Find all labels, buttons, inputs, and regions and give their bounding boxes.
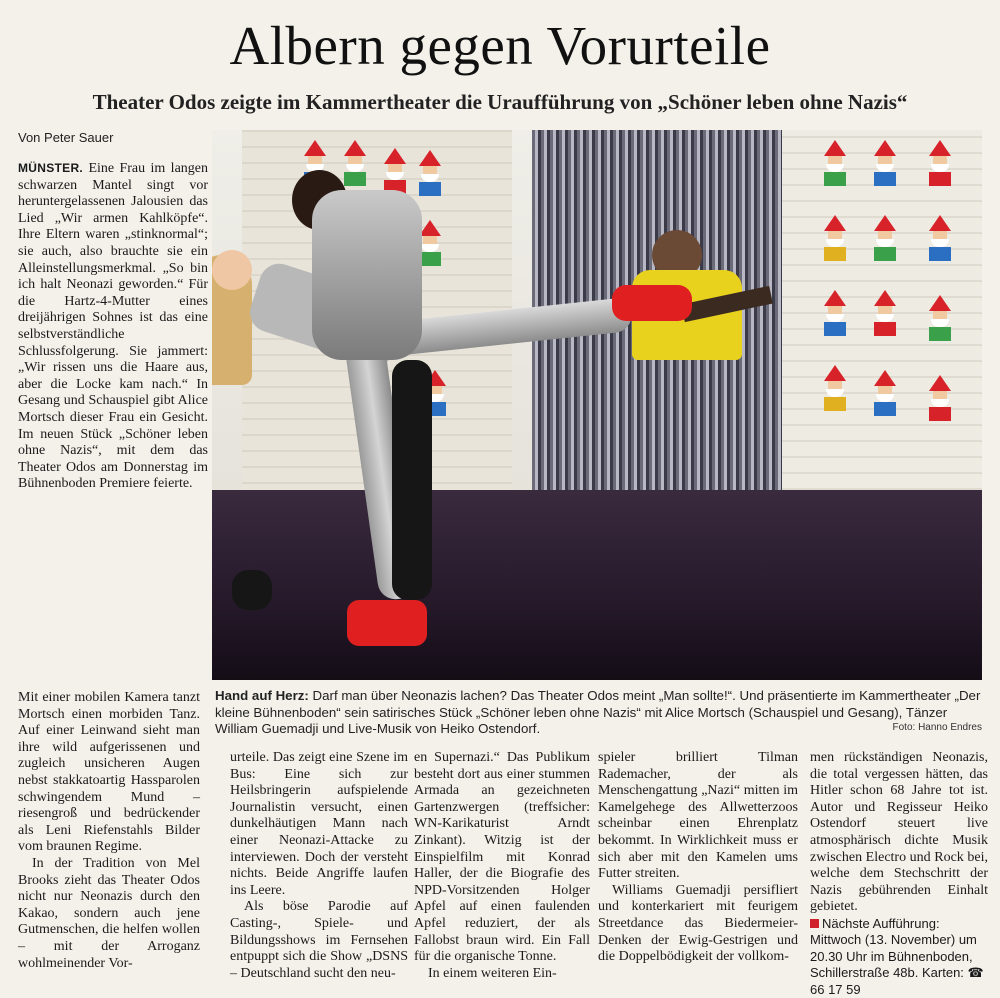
gnome-drawing (822, 215, 848, 261)
headline: Albern gegen Vorurteile (229, 15, 771, 76)
narrow-text: Eine Frau im langen schwarzen Mantel singt vor heruntergelassenen Jalousien das Lied „Wir armen Kahlköpfe“. Ihre Eltern waren „stinknormal“; sie auch, also brauchte sie ein Alleinstellungsmerkmal. „So bin ich halt Neonazi geworden.“ Für die Hartz-4-Mutter eines dreijährigen Sohnes ist das eine selbstverständliche Schlussfolgerung. Sie jammert: „Wir rissen uns die Haare aus, aber die Locke kam nach.“ In Gesang und Schauspiel gibt Alice Mortsch dieser Frau ein Gesicht. Im neuen Stück „Schöner leben ohne Nazis“, mit dem das Theater Odos am Donnerstag im Bühnenboden Premiere feierte. (18, 161, 208, 492)
gnome-drawing (382, 148, 408, 194)
subhead: Theater Odos zeigte im Kammertheater die Uraufführung von „Schöner leben ohne Nazis“ (92, 90, 908, 114)
paragraph: In der Tradition von Mel Brooks zieht das Theater Odos nicht nur Neonazis durch den Kakao, sondern auch jene Gutmenschen, die helfen wollen – mit der Arroganz wohlmeinender Vor- (18, 855, 200, 971)
gnome-drawing (872, 140, 898, 186)
paragraph: Williams Guemadji persifliert und konterkariert mit feurigem Streetdance das Biedermeier-Denken der Ewig-Gestrigen und die Doppelbödigkeit der vollkom- (598, 882, 798, 965)
article-column-2 (230, 750, 408, 982)
article-column-4 (598, 750, 798, 966)
caption-lead: Hand auf Herz: (215, 688, 309, 703)
partner-jacket (312, 190, 422, 360)
gnome-drawing (822, 140, 848, 186)
dancer-face (212, 250, 252, 290)
photo-caption (215, 688, 983, 738)
gnome-drawing (927, 375, 953, 421)
paragraph: Als böse Parodie auf Casting-, Spiele- und Bildungsshows im Fernsehen entpuppt sich die Show „DSNS – Deutschland sucht den neu- (230, 899, 408, 981)
partner-leg (392, 360, 432, 600)
paragraph: Mit einer mobilen Kamera tanzt Mortsch einen morbiden Tanz. Auf einer Leinwand sieht man ihre wild aufgerissenen und zugleich unsicheren Augen nebst stakkatoartig Hassparolen schwingendem Mund – riesengroß und bedrückender als Leni Riefenstahls Bilder vom braunen Regime. (18, 690, 200, 855)
article-column-3 (414, 750, 590, 982)
gnome-drawing (927, 140, 953, 186)
gnome-drawing (872, 215, 898, 261)
byline: Von Peter Sauer (18, 130, 114, 145)
gnome-drawing (927, 295, 953, 341)
gnome-drawing (822, 365, 848, 411)
article-narrow-column (18, 160, 208, 493)
photo-credit: Foto: Hanno Endres (892, 722, 982, 733)
red-boot-standing (347, 600, 427, 646)
note-text: Nächste Aufführung: Mittwoch (13. November) um 20.30 Uhr im Bühnenboden, Schillerstraße 48b. Karten: ☎ 66 17 59 (810, 915, 984, 997)
narrow-paragraph (18, 160, 208, 493)
gnome-drawing (872, 370, 898, 416)
paragraph: spieler brilliert Tilman Rademacher, der als Menschengattung „Nazi“ mitten im Kamelgehege des Allwetterzoos scheinbar einen Ehrenplatz bekommt. In Wirklichkeit muss er sich aber mit den Kamelen ums Futter streiten. (598, 750, 798, 882)
red-boot-raised (612, 285, 692, 321)
stage-floor (212, 490, 982, 680)
gnome-drawing (927, 215, 953, 261)
paragraph: men rückständigen Neonazis, die total vergessen hätten, das Hitler schon 68 Jahre tot ist. Autor und Regisseur Heiko Ostendorf steuert live atmosphärisch dichte Musik zwischen Electro und Rock bei, welche dem Stechschritt der Nazis gebührenden Einhalt gebietet. (810, 750, 988, 915)
paragraph: urteile. Das zeigt eine Szene im Bus: Eine sich zur Heilsbringerin aufspielende Journalistin versucht, einen dunkelhäutigen Mann nach einer Neonazi-Attacke zu interviewen. Doch der versteht nichts. Beide Angriffe laufen ins Leere. (230, 750, 408, 898)
gnome-drawing (872, 290, 898, 336)
red-square-icon (810, 919, 819, 928)
article-column-1 (18, 690, 200, 972)
partner-shoe (232, 570, 272, 610)
article-column-5 (810, 750, 988, 998)
dateline: MÜNSTER. (18, 161, 84, 175)
article-photo (212, 130, 982, 680)
paragraph: en Supernazi.“ Das Publikum besteht dort aus einer stummen Armada an gezeichneten Gartenzwergen (treffsicher: WN-Karikaturist Arndt Zinkant). Witzig ist der Einspielfilm mit Konrad Haller, der die Biografie des NPD-Vorsitzenden Holger Apfel auf einen faulenden Apfel reduziert, der als Fallobst braun wird. Ein Fall für die organische Tonne. (414, 750, 590, 965)
gnome-drawing (342, 140, 368, 186)
gnome-drawing (417, 150, 443, 196)
paragraph: In einem weiteren Ein- (428, 965, 557, 981)
caption-text: Darf man über Neonazis lachen? Das Theater Odos meint „Man sollte!“. Und präsentierte im Kammertheater „Der kleine Bühnenboden“ sein satirisches Stück „Schöner leben ohne Nazis“ mit Alice Mortsch (Schauspiel und Gesang), Tänzer William Guemadji und Live-Musik von Heiko Ostendorf. (215, 688, 981, 736)
gnome-drawing (822, 290, 848, 336)
